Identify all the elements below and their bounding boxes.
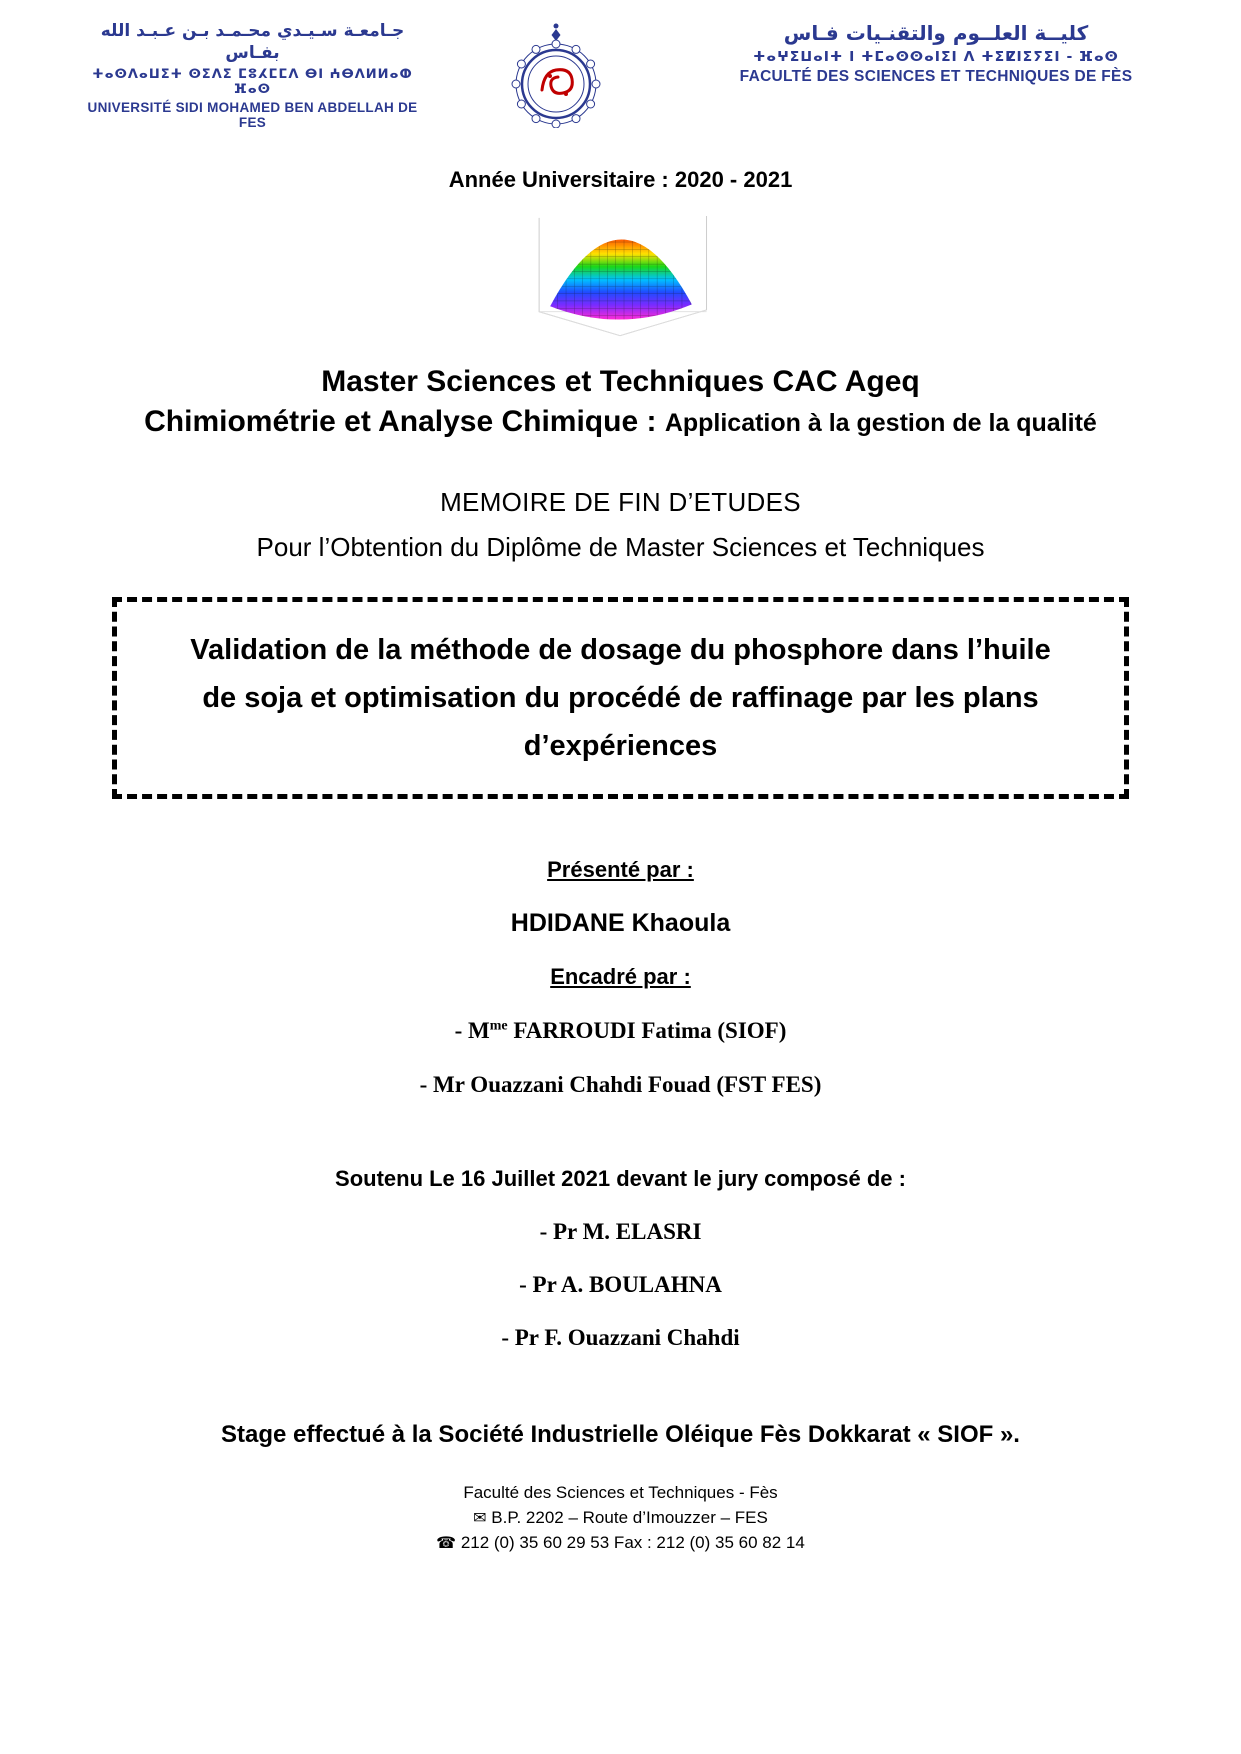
supervisor-2: - Mr Ouazzani Chahdi Fouad (FST FES): [419, 1072, 822, 1097]
envelope-icon: ✉: [473, 1508, 487, 1527]
university-name-latin: UNIVERSITÉ SIDI MOHAMED BEN ABDELLAH DE FES: [87, 100, 418, 131]
defense-line: Soutenu Le 16 Juillet 2021 devant le jury composé de :: [335, 1166, 906, 1191]
university-logo: [506, 20, 606, 133]
program-name: Chimiométrie et Analyse Chimique :: [144, 405, 665, 438]
program-subtitle: Application à la gestion de la qualité: [664, 409, 1097, 437]
footer-phone-text: 212 (0) 35 60 29 53 Fax : 212 (0) 35 60 82 14: [460, 1533, 805, 1552]
university-name-arabic: جـامعـة سـيـدي محـمـد بـن عـبـد الله بفـاس: [100, 21, 405, 64]
faculty-name-arabic: كليــة العلــوم والتقنـيات فـاس: [783, 21, 1089, 45]
master-title: Master Sciences et Techniques CAC Ageq: [321, 365, 920, 398]
supervisor-1-superscript: me: [489, 1018, 508, 1034]
faculty-name-latin: FACULTÉ DES SCIENCES ET TECHNIQUES DE FÈS: [739, 68, 1133, 85]
faculty-name-tifinagh: ⵜⴰⵖⵉⵡⴰⵏⵜ ⵏ ⵜⵎⴰⵙⵙⴰⵏⵉⵏ ⴷ ⵜⵉⵇⵏⵉⵢⵉⵏ - ⴼⴰⵙ: [753, 49, 1119, 65]
academic-year: Année Universitaire : 2020 - 2021: [448, 167, 793, 192]
program-line: [0, 405, 1241, 439]
faculty-block: [686, 20, 1186, 86]
thesis-title-line: de soja et optimisation du procédé de raffinage par les plans: [202, 682, 1039, 714]
surface-plot-image: [0, 205, 1241, 343]
footer-address-text: B.P. 2202 – Route d’Imouzzer – FES: [491, 1508, 768, 1527]
footer: [0, 1480, 1241, 1555]
footer-faculty-line: Faculté des Sciences et Techniques - Fès: [463, 1483, 778, 1502]
footer-phone-line: [0, 1530, 1241, 1555]
supervisor-1-prefix: - M: [454, 1018, 490, 1043]
thesis-title-box: [112, 597, 1129, 799]
phone-icon: ☎: [436, 1533, 457, 1552]
thesis-title-line: d’expériences: [523, 730, 718, 762]
presented-by-label: Présenté par :: [547, 857, 694, 882]
supervisor-1: [0, 1018, 1241, 1044]
university-name-tifinagh: ⵜⴰⵙⴷⴰⵡⵉⵜ ⵙⵉⴷⵉ ⵎⵓⵃⵎⵎⴷ ⴱⵏ ⵄⴱⴷⵍⵍⴰⵀ ⴼⴰⵙ: [92, 67, 413, 98]
memoire-heading: MEMOIRE DE FIN D’ETUDES: [440, 487, 801, 517]
jury-member: - Pr M. ELASRI: [539, 1219, 702, 1244]
supervisor-1-name: FARROUDI Fatima (SIOF): [507, 1018, 787, 1043]
author-name: HDIDANE Khaoula: [510, 909, 731, 937]
supervised-by-label: Encadré par :: [550, 964, 691, 989]
jury-member: - Pr F. Ouazzani Chahdi: [501, 1325, 740, 1350]
university-block: [80, 20, 425, 130]
footer-address-line: [0, 1505, 1241, 1530]
obtention-line: Pour l’Obtention du Diplôme de Master Sciences et Techniques: [256, 532, 985, 562]
jury-member: - Pr A. BOULAHNA: [519, 1272, 722, 1297]
internship-line: Stage effectué à la Société Industrielle Oléique Fès Dokkarat « SIOF ».: [221, 1421, 1020, 1448]
header: [0, 0, 1241, 133]
thesis-title-line: Validation de la méthode de dosage du phosphore dans l’huile: [190, 634, 1051, 666]
